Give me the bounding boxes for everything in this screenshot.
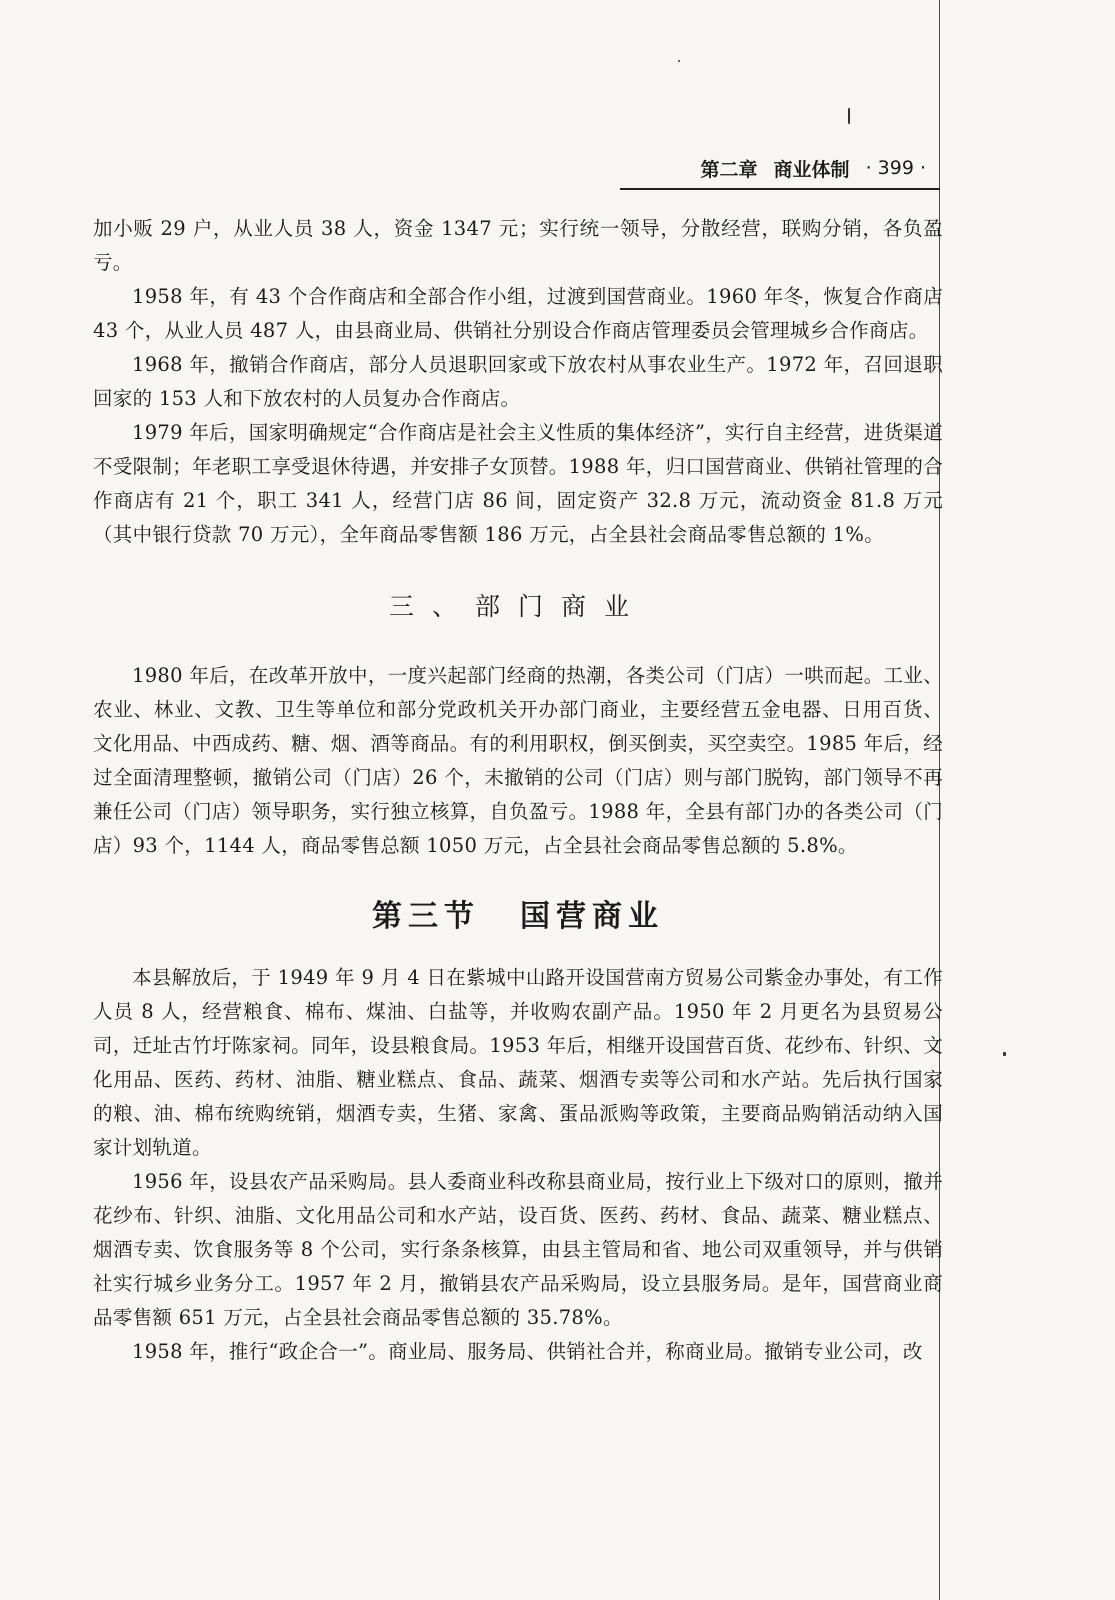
section-title: 国营商业 — [520, 899, 664, 934]
paragraph: 1979 年后，国家明确规定“合作商店是社会主义性质的集体经济”，实行自主经营，进货渠道不受限制；年老职工享受退休待遇，并安排子女顶替。1988 年，归口国营商业、供销社管理的合作商店有 21 个，职工 341 人，经营门店 86 间，固定资产 32.8 万元，流动资金 81.8 万元（其中银行贷款 70 万元），全年商品零售额 186 万元，占全县社会商品零售总额的 1%。 — [93, 421, 943, 546]
scan-speck — [848, 108, 850, 124]
scan-speck — [678, 60, 680, 62]
scan-speck — [1003, 1052, 1006, 1056]
section-number: 第三节 — [372, 899, 480, 934]
page-number: · 399 · — [865, 157, 926, 179]
page-body — [93, 212, 943, 1369]
paragraph: 加小贩 29 户，从业人员 38 人，资金 1347 元；实行统一领导，分散经营，联购分销，各负盈亏。 — [93, 217, 943, 274]
section-heading: 三、部门商业 — [388, 592, 647, 621]
paragraph: 1958 年，推行“政企合一”。商业局、服务局、供销社合并，称商业局。撤销专业公司，改 — [132, 1340, 923, 1363]
paragraph: 1958 年，有 43 个合作商店和全部合作小组，过渡到国营商业。1960 年冬，恢复合作商店 43 个，从业人员 487 人，由县商业局、供销社分别设合作商店管理委员会管理城乡合作商店。 — [93, 285, 943, 342]
chapter-title: 商业体制 — [773, 158, 850, 181]
running-header — [620, 148, 940, 190]
paragraph: 本县解放后，于 1949 年 9 月 4 日在紫城中山路开设国营南方贸易公司紫金办事处，有工作人员 8 人，经营粮食、棉布、煤油、白盐等，并收购农副产品。1950 年 2 月更名为县贸易公司，迁址古竹圩陈家祠。同年，设县粮食局。1953 年后，相继开设国营百货、花纱布、针织、文化用品、医药、药材、油脂、糖业糕点、食品、蔬菜、烟酒专卖等公司和水产站。先后执行国家的粮、油、棉布统购统销，烟酒专卖，生猪、家禽、蛋品派购等政策，主要商品购销活动纳入国家计划轨道。 — [93, 966, 943, 1159]
chapter-label: 第二章 — [700, 158, 758, 181]
chapter-section-heading — [93, 891, 943, 935]
paragraph: 1980 年后，在改革开放中，一度兴起部门经商的热潮，各类公司（门店）一哄而起。工业、农业、林业、文教、卫生等单位和部分党政机关开办部门商业，主要经营五金电器、日用百货、文化用品、中西成药、糖、烟、酒等商品。有的利用职权，倒买倒卖，买空卖空。1985 年后，经过全面清理整顿，撤销公司（门店）26 个，未撤销的公司（门店）则与部门脱钩，部门领导不再兼任公司（门店）领导职务，实行独立核算，自负盈亏。1988 年，全县有部门办的各类公司（门店）93 个，1144 人，商品零售总额 1050 万元，占全县社会商品零售总额的 5.8%。 — [93, 664, 943, 857]
paragraph: 1956 年，设县农产品采购局。县人委商业科改称县商业局，按行业上下级对口的原则，撤并花纱布、针织、油脂、文化用品公司和水产站，设百货、医药、药材、食品、蔬菜、糖业糕点、烟酒专卖、饮食服务等 8 个公司，实行条条核算，由县主管局和省、地公司双重领导，并与供销社实行城乡业务分工。1957 年 2 月，撤销县农产品采购局，设立县服务局。是年，国营商业商品零售额 651 万元，占全县社会商品零售总额的 35.78%。 — [93, 1170, 943, 1329]
paragraph: 1968 年，撤销合作商店，部分人员退职回家或下放农村从事农业生产。1972 年，召回退职回家的 153 人和下放农村的人员复办合作商店。 — [93, 353, 943, 410]
